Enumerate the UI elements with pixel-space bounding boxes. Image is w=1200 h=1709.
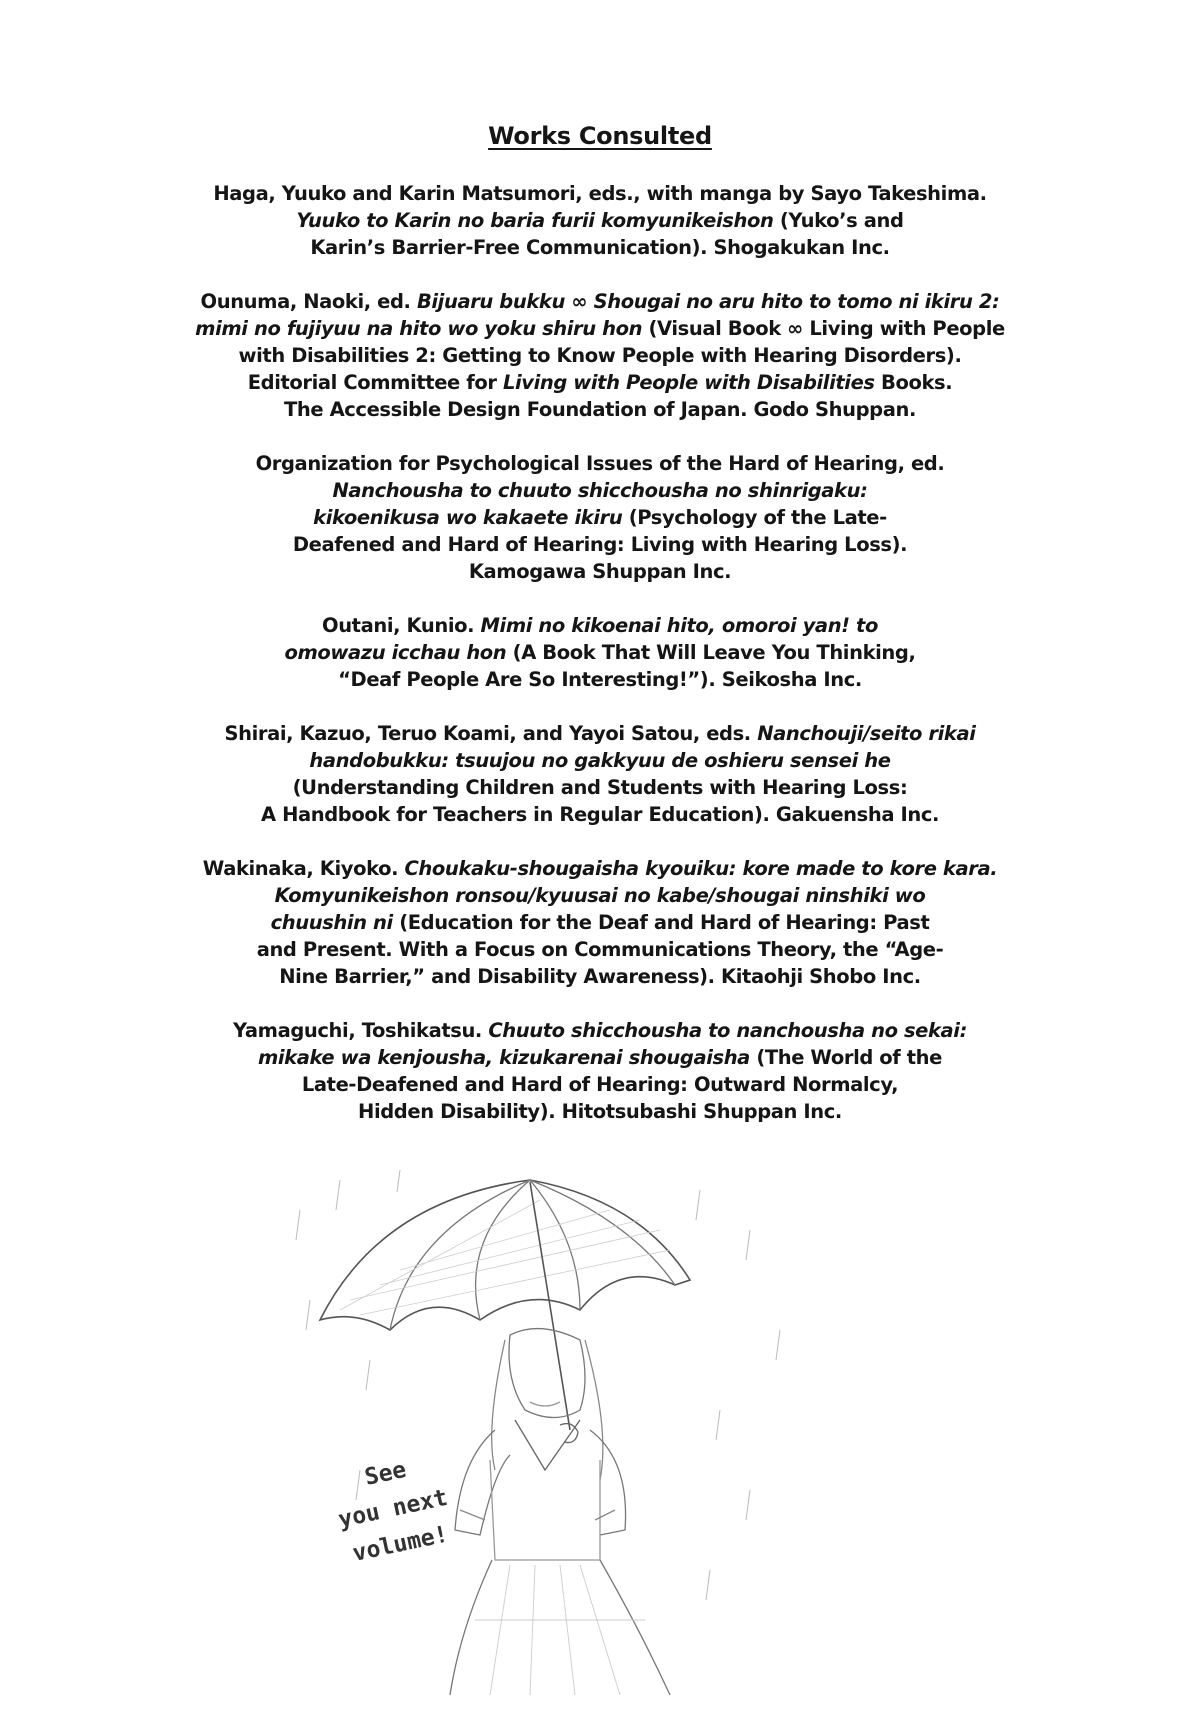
reference-entry (0, 612, 1200, 693)
reference-text: “Deaf People Are So Interesting!”). Seikosha Inc. (338, 668, 862, 691)
reference-entry (0, 720, 1200, 828)
reference-line (0, 1044, 1200, 1071)
reference-line (0, 1017, 1200, 1044)
reference-line (0, 1098, 1200, 1125)
reference-text: Ounuma, Naoki, ed. (200, 290, 417, 313)
reference-line (0, 369, 1200, 396)
reference-line (0, 909, 1200, 936)
reference-line (0, 504, 1200, 531)
reference-text: Organization for Psychological Issues of the Hard of Hearing, ed. (255, 452, 945, 475)
reference-title-text: chuushin ni (270, 911, 393, 934)
reference-title-text: Chuuto shicchousha to nanchousha no sekai: (488, 1019, 967, 1042)
reference-line (0, 396, 1200, 423)
reference-text: (Psychology of the Late- (622, 506, 887, 529)
reference-line (0, 720, 1200, 747)
reference-text: Haga, Yuuko and Karin Matsumori, eds., with manga by Sayo Takeshima. (213, 182, 987, 205)
reference-title-text: Nanchouji/seito rikai (757, 722, 976, 745)
reference-line (0, 666, 1200, 693)
reference-line (0, 288, 1200, 315)
reference-line (0, 531, 1200, 558)
reference-text: Editorial Committee for (247, 371, 503, 394)
reference-line (0, 639, 1200, 666)
reference-text: Outani, Kunio. (322, 614, 481, 637)
reference-text: Karin’s Barrier-Free Communication). Shogakukan Inc. (310, 236, 890, 259)
reference-text: A Handbook for Teachers in Regular Education). Gakuensha Inc. (261, 803, 939, 826)
reference-line (0, 801, 1200, 828)
girl-with-umbrella-icon (280, 1170, 800, 1700)
page-title: Works Consulted (488, 122, 712, 150)
reference-text: Hidden Disability). Hitotsubashi Shuppan Inc. (358, 1100, 842, 1123)
reference-title-text: Living with People with Disabilities (502, 371, 875, 394)
reference-text: and Present. With a Focus on Communications Theory, the “Age- (256, 938, 944, 961)
reference-text: Books. (874, 371, 953, 394)
reference-line (0, 450, 1200, 477)
reference-line (0, 207, 1200, 234)
reference-title-text: handobukku: tsuujou no gakkyuu de oshieru sensei he (309, 749, 891, 772)
reference-text: Shirai, Kazuo, Teruo Koami, and Yayoi Satou, eds. (224, 722, 758, 745)
reference-entry (0, 1017, 1200, 1125)
reference-line (0, 747, 1200, 774)
reference-title-text: Choukaku-shougaisha kyouiku: kore made to kore kara. (404, 857, 998, 880)
reference-list (0, 180, 1200, 1125)
reference-line (0, 477, 1200, 504)
reference-line (0, 1071, 1200, 1098)
reference-title-text: Bijuaru bukku ∞ Shougai no aru hito to tomo ni ikiru 2: (416, 290, 1000, 313)
reference-line (0, 234, 1200, 261)
reference-line (0, 612, 1200, 639)
reference-text: (Visual Book ∞ Living with People (642, 317, 1005, 340)
note-line: you next (336, 1484, 450, 1534)
note-line: See (362, 1456, 409, 1491)
reference-title-text: omowazu icchau hon (284, 641, 507, 664)
reference-text: The Accessible Design Foundation of Japan. Godo Shuppan. (283, 398, 916, 421)
reference-text: with Disabilities 2: Getting to Know People with Hearing Disorders). (238, 344, 962, 367)
reference-entry (0, 450, 1200, 585)
reference-title-text: Komyunikeishon ronsou/kyuusai no kabe/shougai ninshiki wo (274, 884, 926, 907)
reference-text: (Education for the Deaf and Hard of Hearing: Past (392, 911, 930, 934)
reference-text: Kamogawa Shuppan Inc. (468, 560, 732, 583)
reference-line (0, 774, 1200, 801)
reference-text: (Understanding Children and Students with Hearing Loss: (292, 776, 908, 799)
reference-line (0, 315, 1200, 342)
reference-title-text: Nanchousha to chuuto shicchousha no shinrigaku: (332, 479, 868, 502)
reference-text: Yamaguchi, Toshikatsu. (232, 1019, 489, 1042)
reference-line (0, 936, 1200, 963)
reference-text: Nine Barrier,” and Disability Awareness). Kitaohji Shobo Inc. (279, 965, 921, 988)
reference-entry (0, 855, 1200, 990)
reference-line (0, 342, 1200, 369)
reference-text: (A Book That Will Leave You Thinking, (506, 641, 916, 664)
reference-line (0, 963, 1200, 990)
reference-title-text: Mimi no kikoenai hito, omoroi yan! to (480, 614, 878, 637)
reference-text: (The World of the (749, 1046, 942, 1069)
reference-title-text: Yuuko to Karin no baria furii komyunikeishon (296, 209, 774, 232)
reference-line (0, 855, 1200, 882)
reference-title-text: mikake wa kenjousha, kizukarenai shougaisha (257, 1046, 750, 1069)
reference-text: (Yuko’s and (773, 209, 904, 232)
reference-line (0, 180, 1200, 207)
reference-text: Deafened and Hard of Hearing: Living with Hearing Loss). (292, 533, 908, 556)
reference-entry (0, 288, 1200, 423)
reference-text: Wakinaka, Kiyoko. (202, 857, 405, 880)
reference-text: Late-Deafened and Hard of Hearing: Outward Normalcy, (301, 1073, 899, 1096)
note-line: volume! (350, 1521, 451, 1568)
reference-title-text: mimi no fujiyuu na hito wo yoku shiru hon (195, 317, 643, 340)
reference-title-text: kikoenikusa wo kakaete ikiru (313, 506, 623, 529)
reference-line (0, 882, 1200, 909)
reference-line (0, 558, 1200, 585)
reference-entry (0, 180, 1200, 261)
